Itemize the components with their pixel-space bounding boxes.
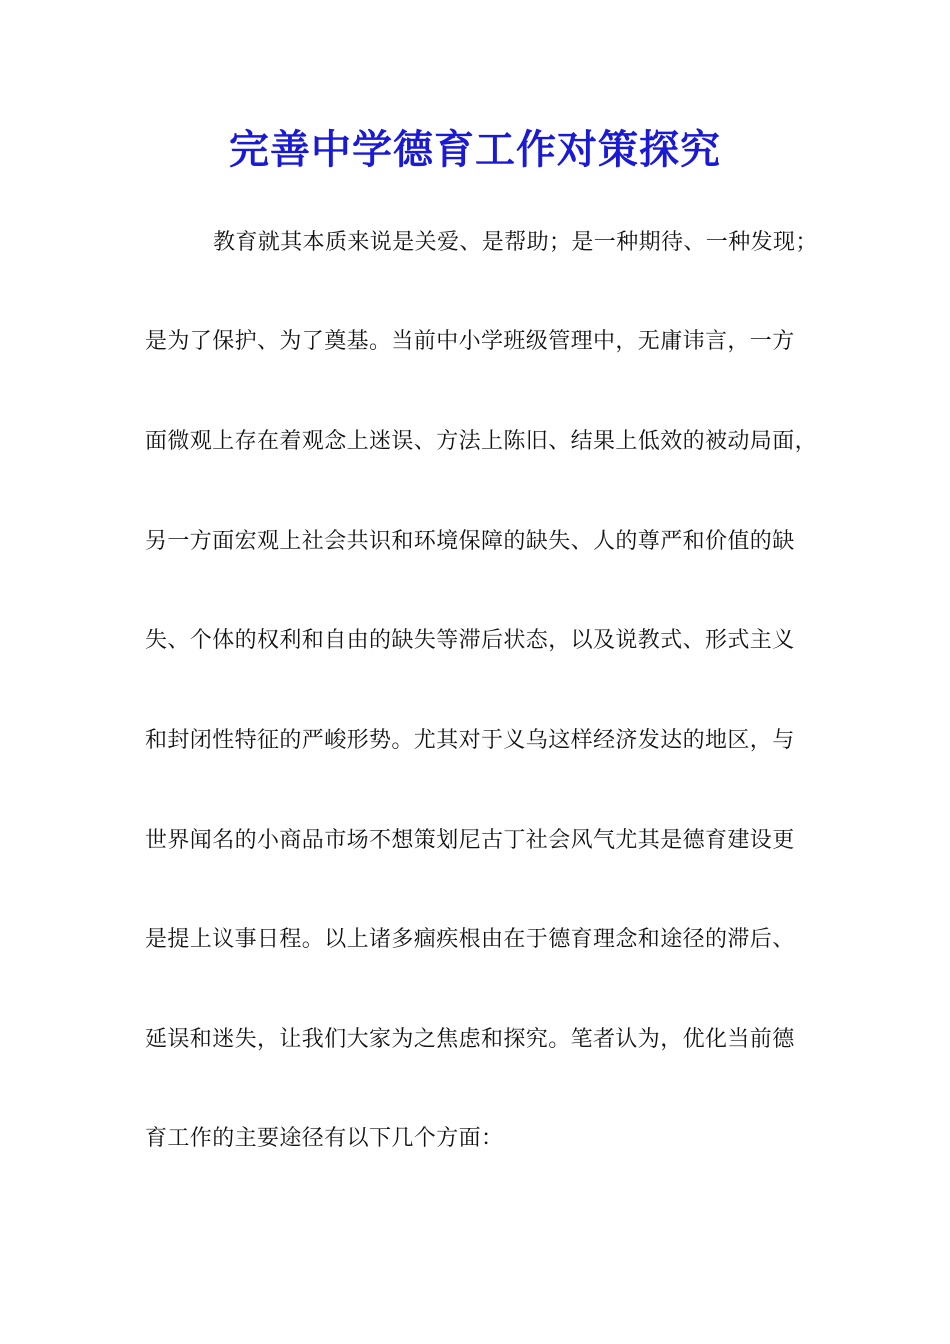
paragraph-line: 教育就其本质来说是关爱、是帮助；是一种期待、一种发现； (213, 230, 818, 255)
paragraph-line: 是为了保护、为了奠基。当前中小学班级管理中，无庸讳言，一方 (145, 329, 795, 354)
paragraph-line: 育工作的主要途径有以下几个方面： (145, 1126, 504, 1151)
paragraph-line: 是提上议事日程。以上诸多痼疾根由在于德育理念和途径的滞后、 (145, 927, 795, 952)
paragraph-line: 和封闭性特征的严峻形势。尤其对于义乌这样经济发达的地区，与 (145, 728, 795, 753)
paragraph-line: 失、个体的权利和自由的缺失等滞后状态，以及说教式、形式主义 (145, 628, 795, 653)
document-title: 完善中学德育工作对策探究 (229, 126, 721, 173)
paragraph-line: 世界闻名的小商品市场不想策划尼古丁社会风气尤其是德育建设更 (145, 828, 795, 853)
paragraph-line: 延误和迷失，让我们大家为之焦虑和探究。笔者认为，优化当前德 (145, 1027, 795, 1052)
paragraph-line: 面微观上存在着观念上迷误、方法上陈旧、结果上低效的被动局面， (145, 429, 818, 454)
paragraph-line: 另一方面宏观上社会共识和环境保障的缺失、人的尊严和价值的缺 (145, 529, 795, 554)
